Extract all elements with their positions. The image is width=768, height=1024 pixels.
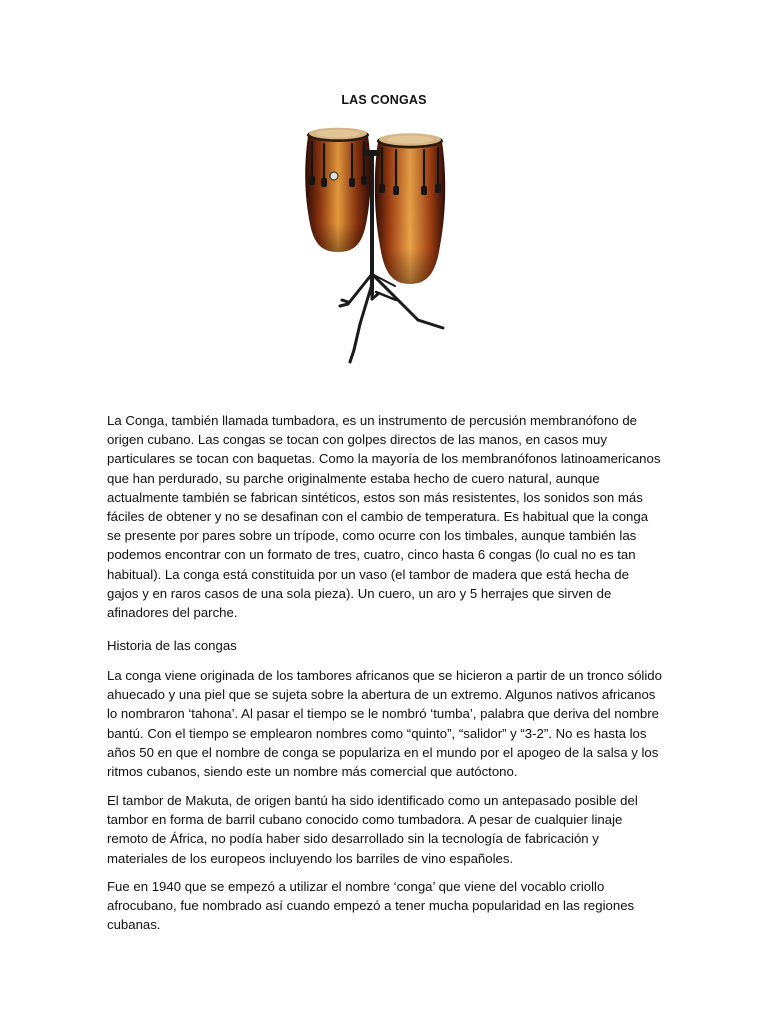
left-conga (305, 128, 371, 252)
history-paragraph-1: La conga viene originada de los tambores africanos que se hicieron a partir de un tronco sólido ahuecado y una piel que se sujeta sobre la abertura de un extremo. Algunos nativos africanos lo nombraron ‘tahona’. Al pasar el tiempo se le nombró ‘tumba’, palabra que deriva del nombre bantú. Con el tiempo se emplearon nombres como “quinto”, “salidor” y “3-2”. No es hasta los años 50 en que el nombre de conga se populariza en el mundo por el apogeo de la salsa y los ritmos cubanos, siendo este un nombre más comercial que autóctono. (107, 668, 662, 780)
history-paragraph-3: Fue en 1940 que se empezó a utilizar el nombre ‘conga’ que viene del vocablo criollo afrocubano, fue nombrado así cuando empezó a tener mucha popularidad en las regiones cubanas. (107, 879, 635, 933)
section-heading: Historia de las congas (107, 638, 237, 653)
intro-paragraph: La Conga, también llamada tumbadora, es un instrumento de percusión membranófono de origen cubano. Las congas se tocan con golpes directos de las manos, en casos muy particulares se tocan con baquetas. Como la mayoría de los membranófonos latinoamericanos que han perdurado, su parche originalmente estaba hecho de cuero natural, aunque actualmente también se fabrican sintéticos, estos son más resistentes, los sonidos son más fáciles de obtener y no se desafinan con el cambio de temperatura. Es habitual que la conga se presente por pares sobre un trípode, como ocurre con los timbales, aunque también las podemos encontrar con un formato de tres, cuatro, cinco hasta 6 congas (lo cual no es tan habitual). La conga está constituida por un vaso (el tambor de madera que está hecha de gajos y en raros casos de una sola pieza). Un cuero, un aro y 5 herrajes que sirven de afinadores del parche. (107, 413, 661, 621)
history-paragraph-2: El tambor de Makuta, de origen bantú ha sido identificado como un antepasado posible del tambor en forma de barril cubano conocido como tumbadora. A pesar de cualquier linaje remoto de África, no podía haber sido desarrollado sin la tecnología de fabricación y materiales de los europeos incluyendo los barriles de vino españoles. (107, 793, 638, 866)
right-conga (375, 133, 445, 284)
document-title: LAS CONGAS (341, 93, 427, 107)
congas-image (300, 124, 450, 369)
